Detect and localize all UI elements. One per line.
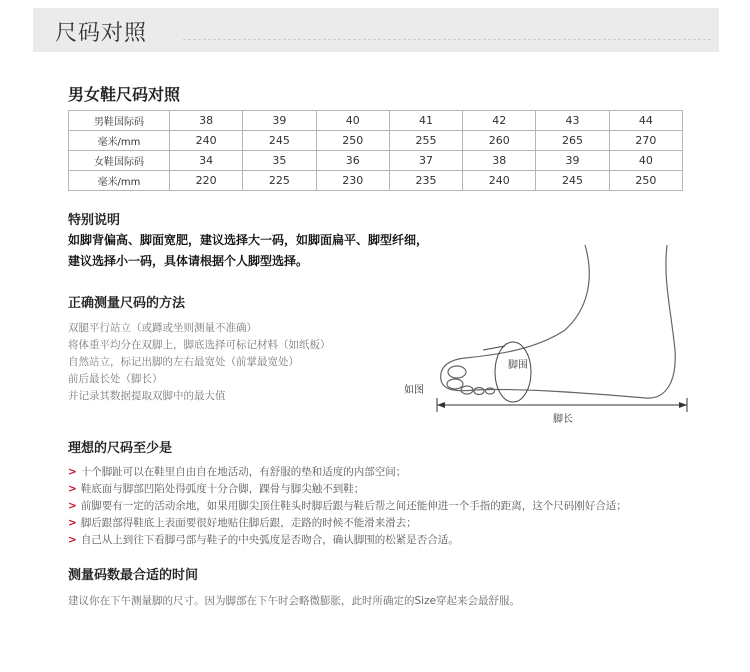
time-title: 测量码数最合适的时间: [68, 568, 199, 583]
measure-step: 双腿平行站立（或蹲或坐则测量不准确）: [68, 322, 257, 334]
row-label: 男鞋国际码: [69, 111, 170, 131]
chevron-right-icon: >: [68, 500, 77, 512]
arrow-right-icon: [679, 402, 687, 408]
list-item-text: 自己从上到往下看脚弓部与鞋子的中央弧度是否吻合，确认脚围的松紧是否合适。: [80, 534, 459, 546]
table-cell: 255: [389, 131, 462, 151]
chevron-right-icon: >: [68, 534, 77, 546]
measure-title: 正确测量尺码的方法: [68, 296, 186, 311]
table-cell: 265: [536, 131, 609, 151]
table-cell: 40: [316, 111, 389, 131]
table-cell: 250: [316, 131, 389, 151]
header-divider: [183, 39, 711, 40]
table-cell: 39: [243, 111, 316, 131]
list-item-text: 鞋底面与脚部凹陷处得弧度十分合脚，踝骨与脚尖触不到鞋；: [80, 483, 365, 495]
table-row: [69, 111, 683, 131]
table-cell: 41: [389, 111, 462, 131]
table-cell: 38: [170, 111, 243, 131]
measure-step: 并记录其数据提取双脚中的最大值: [68, 390, 226, 402]
table-cell: 260: [463, 131, 536, 151]
list-item-text: 脚后跟部得鞋底上表面要很好地贴住脚后跟，走路的时候不能滑来滑去；: [80, 517, 417, 529]
special-line: 如脚背偏高、脚面宽肥，建议选择大一码，如脚面扁平、脚型纤细，: [68, 233, 429, 247]
table-cell: 42: [463, 111, 536, 131]
size-table: [68, 110, 683, 191]
table-cell: 34: [170, 151, 243, 171]
table-cell: 240: [463, 171, 536, 191]
table-cell: 235: [389, 171, 462, 191]
special-title: 特别说明: [68, 213, 121, 228]
chevron-right-icon: >: [68, 483, 77, 495]
length-label: 脚长: [553, 414, 573, 425]
table-cell: 240: [170, 131, 243, 151]
girth-label: 脚围: [508, 360, 528, 371]
table-row: [69, 171, 683, 191]
special-line: 建议选择小一码，具体请根据个人脚型选择。: [68, 254, 309, 268]
table-cell: 230: [316, 171, 389, 191]
table-cell: 225: [243, 171, 316, 191]
table-cell: 245: [243, 131, 316, 151]
list-item-text: 前脚要有一定的活动余地，如果用脚尖顶住鞋头时脚后跟与鞋后帮之间还能伸进一个手指的距离，这个尺码刚好合适；: [80, 500, 627, 512]
foot-diagram: [395, 240, 695, 430]
example-label: 如图: [404, 385, 424, 396]
table-cell: 38: [463, 151, 536, 171]
size-table-title: 男女鞋尺码对照: [68, 85, 181, 104]
measure-step: 将体重平均分在双脚上，脚底选择可标记材料（如纸板）: [68, 339, 331, 351]
arrow-left-icon: [437, 402, 445, 408]
list-item-text: 十个脚趾可以在鞋里自由自在地活动，有舒服的垫和适度的内部空间；: [80, 466, 407, 478]
list-item: [68, 532, 459, 547]
measure-step: 前后最长处（脚长）: [68, 373, 163, 385]
table-cell: 37: [389, 151, 462, 171]
table-cell: 39: [536, 151, 609, 171]
table-cell: 270: [609, 131, 682, 151]
list-item: [68, 481, 364, 496]
list-item: [68, 515, 417, 530]
table-row: [69, 131, 683, 151]
table-cell: 245: [536, 171, 609, 191]
foot-outline: [441, 245, 676, 398]
chevron-right-icon: >: [68, 466, 77, 478]
time-text: 建议你在下午测量脚的尺寸。因为脚部在下午时会略微膨胀，此时所确定的Size穿起来会最舒服。: [68, 595, 521, 607]
table-cell: 35: [243, 151, 316, 171]
table-cell: 44: [609, 111, 682, 131]
table-cell: 40: [609, 151, 682, 171]
measure-step: 自然站立，标记出脚的左右最宽处（前掌最宽处）: [68, 356, 299, 368]
ideal-title: 理想的尺码至少是: [68, 441, 173, 456]
list-item: [68, 498, 627, 513]
table-cell: 220: [170, 171, 243, 191]
table-row: [69, 151, 683, 171]
list-item: [68, 464, 406, 479]
table-cell: 36: [316, 151, 389, 171]
table-cell: 43: [536, 111, 609, 131]
table-cell: 250: [609, 171, 682, 191]
chevron-right-icon: >: [68, 517, 77, 529]
page-title: 尺码对照: [55, 21, 148, 46]
header-bar: [33, 8, 719, 52]
row-label: 女鞋国际码: [69, 151, 170, 171]
row-label: 毫米/mm: [69, 171, 170, 191]
row-label: 毫米/mm: [69, 131, 170, 151]
